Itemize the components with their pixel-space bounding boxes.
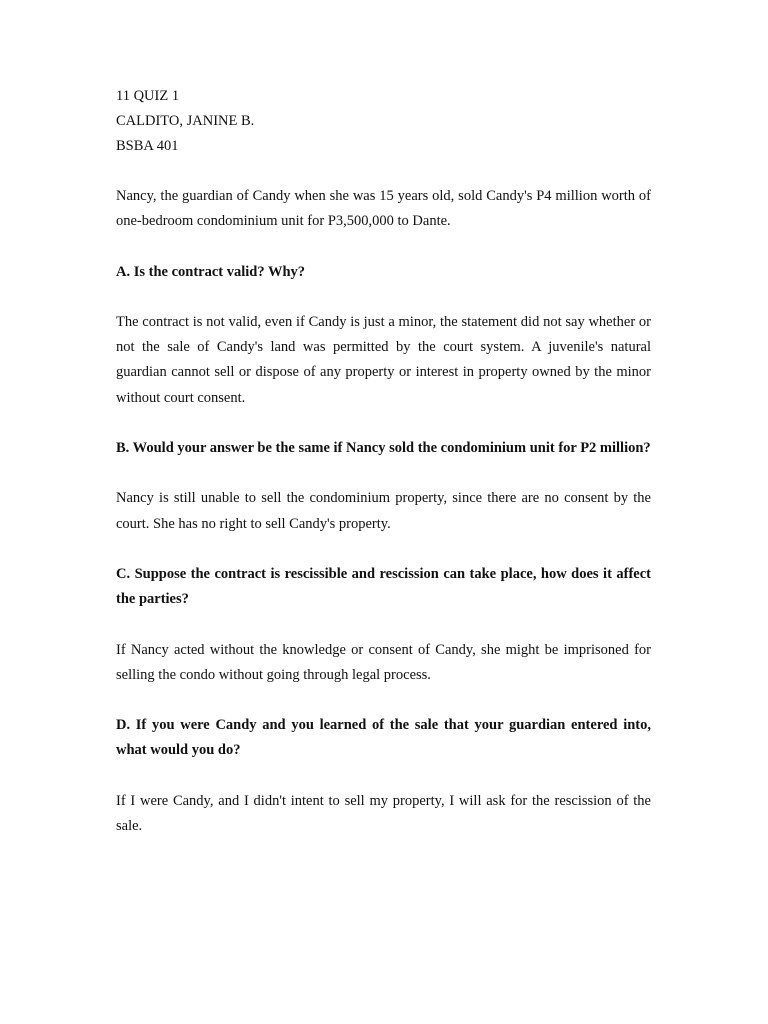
quiz-title: 11 QUIZ 1: [116, 88, 180, 104]
course-section: BSBA 401: [116, 138, 179, 154]
answer-b: Nancy is still unable to sell the condominium property, since there are no consent by the court. She has no right to sell Candy's property.: [116, 490, 651, 532]
spacer: [116, 688, 651, 713]
answer-c: If Nancy acted without the knowledge or consent of Candy, she might be imprisoned for selling the condo without going through legal process.: [116, 641, 651, 683]
spacer: [116, 612, 651, 637]
answer-a: The contract is not valid, even if Candy is just a minor, the statement did not say whether or not the sale of Candy's land was permitted by the court system. A juvenile's natural guardian cannot sell or dispose of any property or interest in property owned by the minor without court consent.: [116, 313, 651, 406]
question-c: C. Suppose the contract is rescissible and rescission can take place, how does it affect the parties?: [116, 565, 651, 608]
spacer: [116, 285, 651, 310]
spacer: [116, 461, 651, 486]
spacer: [116, 537, 651, 562]
spacer: [116, 764, 651, 789]
student-name: CALDITO, JANINE B.: [116, 113, 255, 129]
scenario-paragraph: Nancy, the guardian of Candy when she was 15 years old, sold Candy's P4 million worth of one-bedroom condominium unit for P3,500,000 to Dante.: [116, 188, 651, 230]
question-d: D. If you were Candy and you learned of the sale that your guardian entered into, what would you do?: [116, 717, 651, 759]
question-b: B. Would your answer be the same if Nancy sold the condominium unit for P2 million?: [116, 439, 651, 456]
spacer: [116, 234, 651, 259]
spacer: [116, 411, 651, 436]
answer-d: If I were Candy, and I didn't intent to sell my property, I will ask for the rescission of the sale.: [116, 792, 651, 834]
document-page: [116, 84, 651, 839]
question-a: A. Is the contract valid? Why?: [116, 263, 306, 280]
spacer: [116, 159, 651, 184]
